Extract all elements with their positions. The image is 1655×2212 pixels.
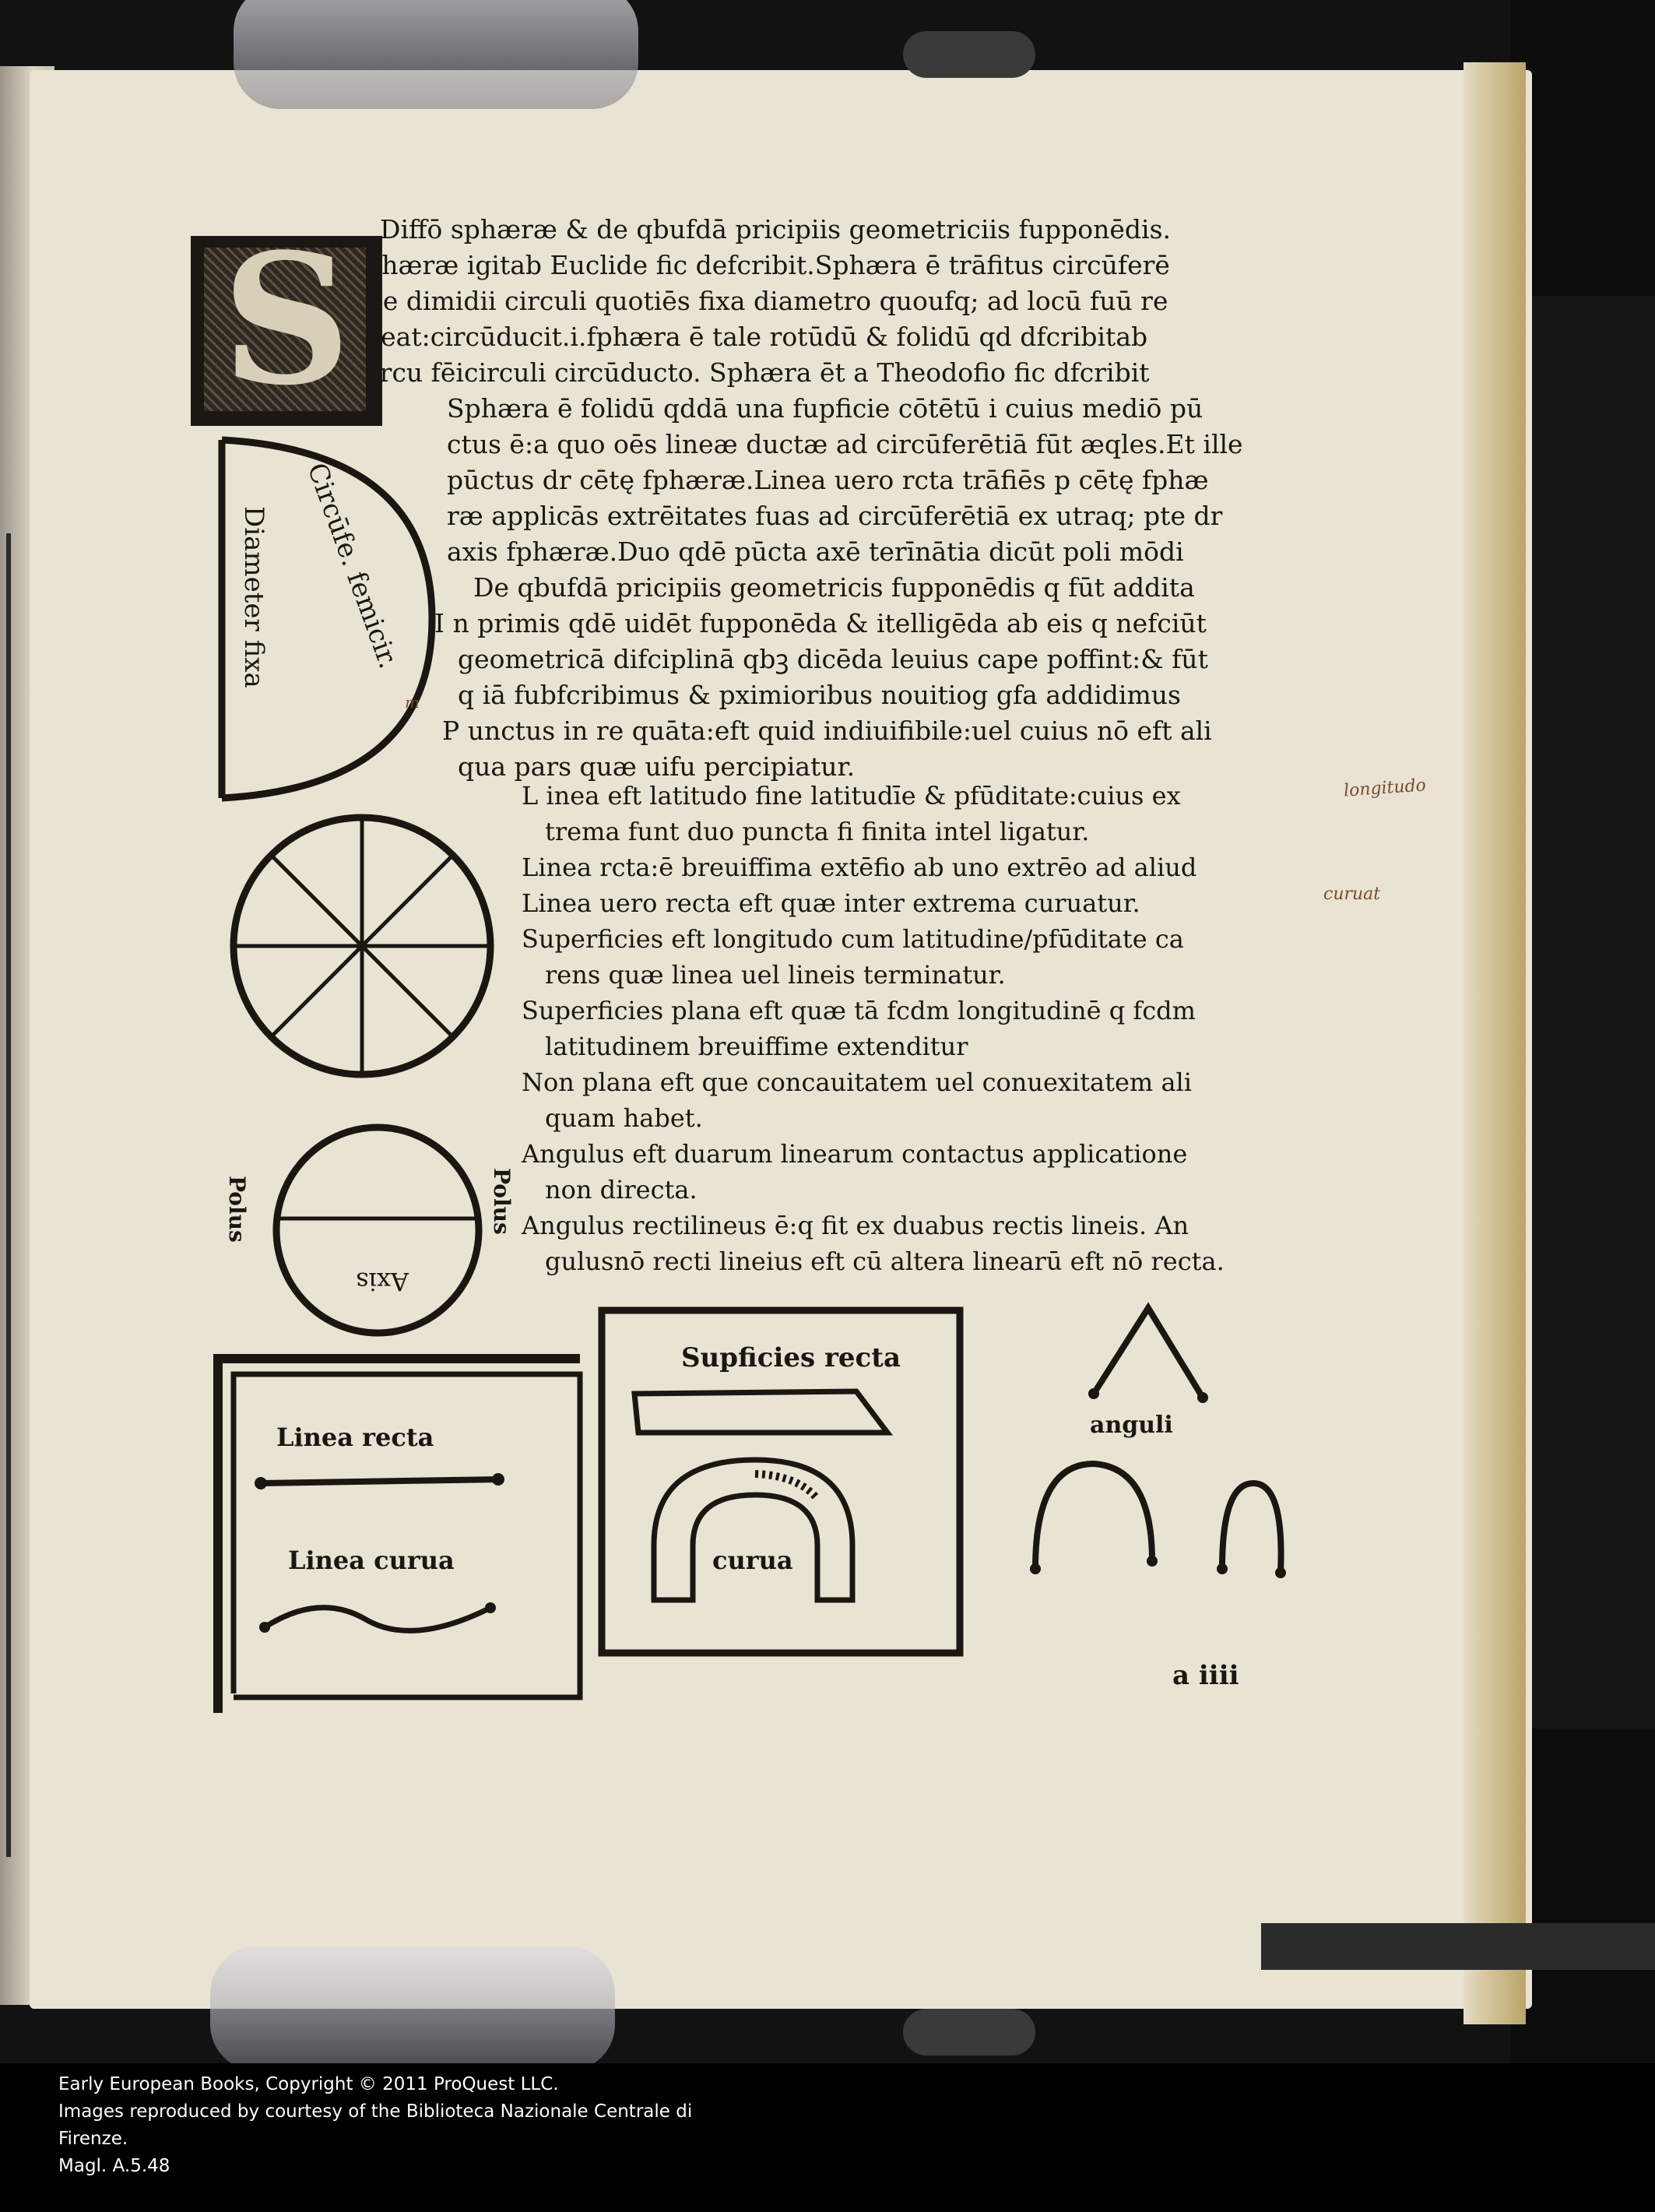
definition-line: Linea rcta:ē breuiffima extēfio ab uno extrēo ad aliud	[522, 853, 1197, 882]
text-line: deat:circūducit.i.fphæra ē tale rotūdū & folidū qd dfcribitab	[364, 322, 1148, 352]
surfaces-box-figure	[596, 1304, 969, 1658]
text-line: ræ applicās extrēitates fuas ad circūferētiā ex utraq; pte dr	[447, 501, 1223, 531]
semicircle-arc-label: Circūfe. femicir.	[300, 459, 405, 673]
definition-line: L inea eft latitudo fine latitudīe & pfūditate:cuius ex	[522, 781, 1181, 811]
angles-figure	[1004, 1292, 1316, 1588]
definition-line: Superficies plana eft quæ tā fcdm longitudinē q fcdm	[522, 996, 1196, 1025]
semicircle-figure	[199, 428, 448, 810]
cradle-knob-top	[903, 31, 1035, 78]
lines-box-figure	[210, 1351, 588, 1721]
text-line: tie dimidii circuli quotiēs fixa diametro quoufq; ad locū fuū re	[364, 286, 1168, 316]
cradle-rail	[1261, 1923, 1655, 1970]
text-line: geometricā difciplinā qbꝫ dicēda leuius cape poffint:& fūt	[458, 644, 1208, 674]
text-line: Diffō sphæræ & de qbufdā pricipiis geometriciis fupponēdis.	[380, 214, 1172, 244]
definition-line: gulusnō recti lineius eft cū altera linearū eft nō recta.	[545, 1247, 1225, 1276]
credit-line: Firenze.	[58, 2129, 128, 2149]
credits-block	[58, 2071, 692, 2180]
page-clip-top	[234, 0, 638, 109]
signature-mark: a iiii	[1172, 1660, 1239, 1691]
pole-right-label: Polus	[489, 1168, 515, 1235]
straight-line-label: Linea recta	[276, 1423, 434, 1452]
pole-left-label: Polus	[224, 1176, 250, 1243]
definition-line: rens quæ linea uel lineis terminatur.	[545, 960, 1006, 990]
text-line: qua pars quæ uifu percipiatur.	[458, 751, 856, 782]
initial-letter: S	[221, 215, 352, 425]
text-line: P unctus in re quāta:eft quid indiuifibile:uel cuius nō eft ali	[442, 716, 1212, 746]
text-line: De qbufdā pricipiis geometricis fupponēdis q fūt addita	[473, 572, 1195, 603]
definition-line: Non plana eft que concauitatem uel conuexitatem ali	[522, 1067, 1192, 1097]
text-line: I n primis qdē uidēt fupponēda & itelligēda ab eis q nefciūt	[434, 608, 1207, 638]
axis-label: Axis	[356, 1267, 409, 1296]
decorated-initial	[191, 215, 382, 426]
curved-surface-label: curua	[712, 1546, 793, 1575]
sphere-figure	[210, 1121, 545, 1339]
definition-line: trema funt duo puncta fi finita intel ligatur.	[545, 817, 1090, 846]
text-line: Phæræ igitab Euclide fic defcribit.Sphæra ē trāfitus circūferē	[364, 250, 1170, 280]
wheel-figure	[226, 810, 498, 1082]
flat-surface-label: Supficies recta	[681, 1342, 901, 1373]
definition-line: quam habet.	[545, 1103, 703, 1133]
cradle-knob-bottom	[903, 2009, 1035, 2056]
marginal-note-left: m	[405, 693, 420, 712]
text-line: arcu fēicirculi circūducto. Sphæra ēt a Theodofio fic dfcribit	[364, 357, 1150, 388]
credit-line: Magl. A.5.48	[58, 2156, 170, 2176]
credit-line: Early European Books, Copyright © 2011 ProQuest LLC.	[58, 2074, 559, 2094]
definition-line: non directa.	[545, 1175, 697, 1204]
definition-line: Linea uero recta eft quæ inter extrema curuatur.	[522, 888, 1140, 918]
definition-line: Superficies eft longitudo cum latitudine/pfūditate ca	[522, 924, 1184, 954]
definition-line: latitudinem breuiffime extenditur	[545, 1032, 968, 1061]
text-line: Sphæra ē folidū qddā una fupficie cōtētū i cuius mediō pū	[447, 393, 1203, 424]
marginal-note-curuat: curuat	[1323, 884, 1381, 904]
main-text-block	[364, 212, 1243, 785]
angles-label: anguli	[1090, 1412, 1173, 1439]
text-line: axis fphæræ.Duo qdē pūcta axē terīnātia dicūt poli mōdi	[447, 536, 1184, 567]
page-fore-edge	[1463, 62, 1526, 2024]
definition-line: Angulus eft duarum linearum contactus applicatione	[522, 1139, 1188, 1169]
definition-line: Angulus rectilineus ē:q fit ex duabus rectis lineis. An	[522, 1211, 1189, 1240]
text-line: ctus ē:a quo oēs lineæ ductæ ad circūferētiā fūt æqles.Et ille	[447, 429, 1243, 459]
text-line: pūctus dr cētę fphæræ.Linea uero rcta trāfiēs p cētę fphæ	[447, 465, 1209, 495]
credit-line: Images reproduced by courtesy of the Biblioteca Nazionale Centrale di	[58, 2101, 693, 2122]
curved-line-label: Linea curua	[288, 1546, 455, 1575]
marginal-note-longitudo: longitudo	[1343, 775, 1427, 801]
text-line: q iā fubfcribimus & pximioribus nouitiog gfa addidimus	[458, 680, 1181, 710]
diameter-label: Diameter fixa	[238, 506, 269, 688]
definitions-block	[522, 779, 1225, 1280]
page-clip-bottom	[210, 1946, 615, 2063]
